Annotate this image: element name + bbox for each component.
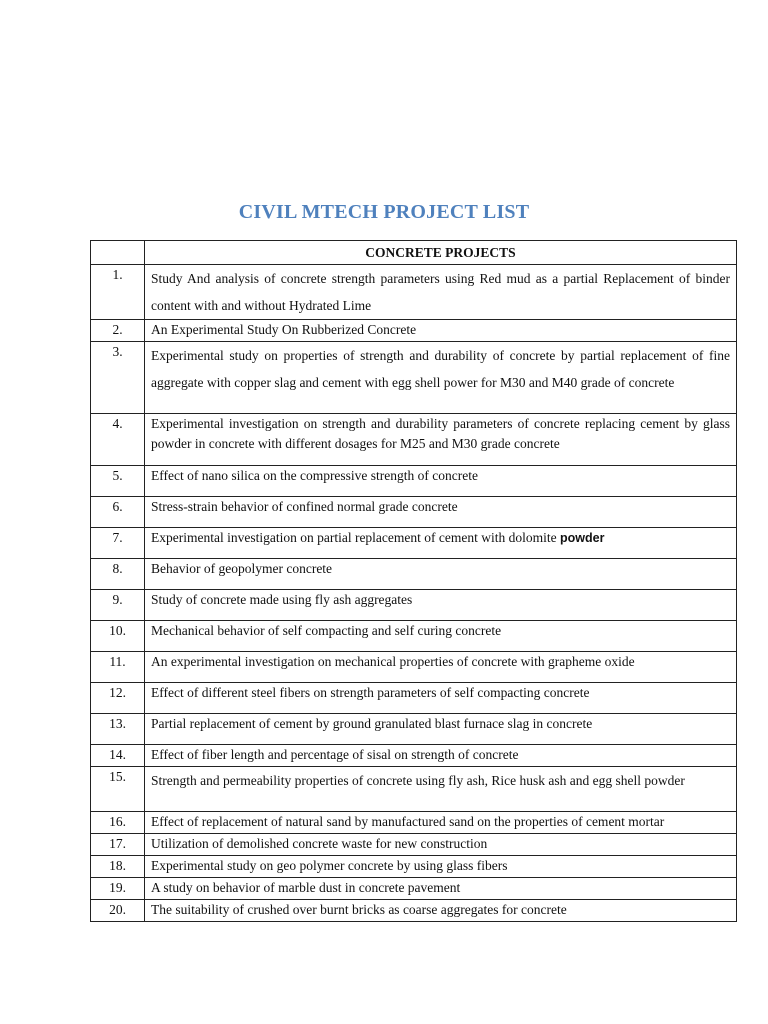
row-number: 14. [91,745,145,767]
row-description: Mechanical behavior of self compacting and self curing concrete [145,621,737,652]
table-row [91,621,737,652]
row-description: Experimental study on geo polymer concrete by using glass fibers [145,856,737,878]
table-row [91,683,737,714]
row-number: 20. [91,900,145,922]
row-description: The suitability of crushed over burnt bricks as coarse aggregates for concrete [145,900,737,922]
row-number: 18. [91,856,145,878]
row-description: Strength and permeability properties of concrete using fly ash, Rice husk ash and egg shell powder [145,767,737,812]
table-row [91,265,737,320]
row-number: 10. [91,621,145,652]
row-description: Stress-strain behavior of confined normal grade concrete [145,497,737,528]
table-row [91,856,737,878]
row-description: Experimental study on properties of strength and durability of concrete by partial replacement of fine aggregate with copper slag and cement with egg shell power for M30 and M40 grade of concrete [145,342,737,414]
table-row [91,812,737,834]
table-row [91,414,737,466]
row-description: Partial replacement of cement by ground granulated blast furnace slag in concrete [145,714,737,745]
table-row [91,320,737,342]
section-header: CONCRETE PROJECTS [145,241,737,265]
page-title: CIVIL MTECH PROJECT LIST [238,201,530,223]
row-number: 5. [91,466,145,497]
table-row [91,878,737,900]
row-description: Study of concrete made using fly ash aggregates [145,590,737,621]
row-description: Study And analysis of concrete strength parameters using Red mud as a partial Replacement of binder content with and without Hydrated Lime [145,265,737,320]
row-description: Effect of fiber length and percentage of sisal on strength of concrete [145,745,737,767]
table-row [91,466,737,497]
row-description: Experimental investigation on strength and durability parameters of concrete replacing cement by glass powder in concrete with different dosages for M25 and M30 grade concrete [145,414,737,466]
table-row [91,497,737,528]
row-description: Effect of replacement of natural sand by manufactured sand on the properties of cement mortar [145,812,737,834]
table-row [91,714,737,745]
table-row [91,559,737,590]
table-row [91,900,737,922]
row-description: Utilization of demolished concrete waste for new construction [145,834,737,856]
row-number: 11. [91,652,145,683]
row-description-suffix: powder [560,531,605,545]
row-description [145,528,737,559]
row-description: Behavior of geopolymer concrete [145,559,737,590]
table-row [91,342,737,414]
row-description: A study on behavior of marble dust in concrete pavement [145,878,737,900]
row-number: 12. [91,683,145,714]
row-number: 16. [91,812,145,834]
table-row [91,528,737,559]
row-number: 1. [91,265,145,320]
table-row [91,590,737,621]
project-table [90,240,737,922]
row-number: 19. [91,878,145,900]
table-row [91,834,737,856]
row-number: 17. [91,834,145,856]
row-number: 13. [91,714,145,745]
row-number: 6. [91,497,145,528]
table-header-row [91,241,737,265]
row-number: 7. [91,528,145,559]
row-description-text: Experimental investigation on partial replacement of cement with dolomite [151,530,557,545]
row-description: An experimental investigation on mechanical properties of concrete with grapheme oxide [145,652,737,683]
header-number-cell [91,241,145,265]
row-number: 8. [91,559,145,590]
row-number: 4. [91,414,145,466]
row-number: 3. [91,342,145,414]
row-number: 15. [91,767,145,812]
row-description: Effect of nano silica on the compressive strength of concrete [145,466,737,497]
row-description: Effect of different steel fibers on strength parameters of self compacting concrete [145,683,737,714]
table-row [91,652,737,683]
row-description: An Experimental Study On Rubberized Concrete [145,320,737,342]
row-number: 2. [91,320,145,342]
row-number: 9. [91,590,145,621]
table-row [91,767,737,812]
table-row [91,745,737,767]
